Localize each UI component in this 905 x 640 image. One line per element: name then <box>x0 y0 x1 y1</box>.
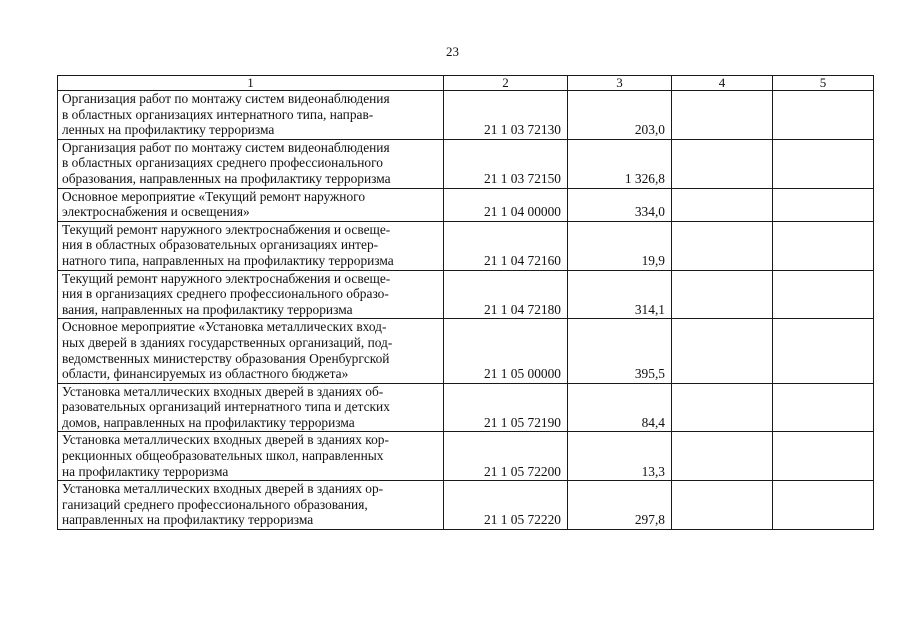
description-line: ведомственных министерству образования Оренбургской <box>62 350 390 366</box>
row-budget-code: 21 1 03 72150 <box>444 139 568 188</box>
row-amount: 334,0 <box>568 188 672 221</box>
description-line: на профилактику терроризма <box>62 463 229 479</box>
column-header-2: 2 <box>444 76 568 91</box>
description-line: ных дверей в зданиях государственных организаций, под- <box>62 334 393 350</box>
column-header-5: 5 <box>773 76 874 91</box>
description-line: Основное мероприятие «Установка металлических вход- <box>62 319 387 335</box>
row-column-4 <box>672 91 773 140</box>
row-column-4 <box>672 188 773 221</box>
row-column-5 <box>773 432 874 481</box>
row-column-4 <box>672 383 773 432</box>
row-description <box>58 188 444 221</box>
row-column-5 <box>773 91 874 140</box>
row-column-5 <box>773 319 874 383</box>
description-line: вания, направленных на профилактику терроризма <box>62 301 353 317</box>
row-description <box>58 319 444 383</box>
row-description <box>58 91 444 140</box>
table-row <box>58 319 874 383</box>
row-amount: 203,0 <box>568 91 672 140</box>
table-row <box>58 481 874 530</box>
description-line: ленных на профилактику терроризма <box>62 122 275 138</box>
description-line: Организация работ по монтажу систем видеонаблюдения <box>62 139 390 155</box>
description-line: направленных на профилактику терроризма <box>62 512 314 528</box>
description-line: рекционных общеобразовательных школ, направленных <box>62 448 384 464</box>
row-budget-code: 21 1 05 00000 <box>444 319 568 383</box>
row-amount: 395,5 <box>568 319 672 383</box>
description-line: области, финансируемых из областного бюджета» <box>62 366 349 382</box>
row-budget-code: 21 1 05 72190 <box>444 383 568 432</box>
row-description <box>58 383 444 432</box>
row-budget-code: 21 1 05 72200 <box>444 432 568 481</box>
row-amount: 84,4 <box>568 383 672 432</box>
description-line: Организация работ по монтажу систем видеонаблюдения <box>62 91 390 106</box>
row-column-4 <box>672 481 773 530</box>
row-amount: 1 326,8 <box>568 139 672 188</box>
row-column-5 <box>773 383 874 432</box>
row-description <box>58 432 444 481</box>
description-line: Основное мероприятие «Текущий ремонт наружного <box>62 188 366 204</box>
table-row <box>58 270 874 319</box>
description-line: ния в организациях среднего профессионального образо- <box>62 286 389 302</box>
row-column-5 <box>773 188 874 221</box>
description-line: натного типа, направленных на профилактику терроризма <box>62 252 394 268</box>
row-column-4 <box>672 270 773 319</box>
row-column-4 <box>672 432 773 481</box>
description-line: в областных организациях интернатного типа, направ- <box>62 106 374 122</box>
description-line: домов, направленных на профилактику терроризма <box>62 414 355 430</box>
column-header-1: 1 <box>58 76 444 91</box>
table-row <box>58 221 874 270</box>
description-line: электроснабжения и освещения» <box>62 204 250 220</box>
budget-table <box>57 75 874 530</box>
row-amount: 19,9 <box>568 221 672 270</box>
row-description <box>58 270 444 319</box>
description-line: ганизаций среднего профессионального образования, <box>62 496 368 512</box>
table-header-row <box>58 76 874 91</box>
row-column-4 <box>672 139 773 188</box>
row-description <box>58 481 444 530</box>
description-line: Текущий ремонт наружного электроснабжения и освеще- <box>62 221 391 237</box>
row-column-4 <box>672 221 773 270</box>
row-budget-code: 21 1 05 72220 <box>444 481 568 530</box>
table-row <box>58 91 874 140</box>
row-amount: 297,8 <box>568 481 672 530</box>
description-line: в областных организациях среднего профессионального <box>62 155 383 171</box>
row-budget-code: 21 1 04 00000 <box>444 188 568 221</box>
row-column-4 <box>672 319 773 383</box>
row-budget-code: 21 1 04 72160 <box>444 221 568 270</box>
description-line: Установка металлических входных дверей в зданиях ор- <box>62 481 384 497</box>
column-header-4: 4 <box>672 76 773 91</box>
row-column-5 <box>773 139 874 188</box>
row-description <box>58 221 444 270</box>
page-number: 23 <box>446 44 459 59</box>
table-row <box>58 383 874 432</box>
description-line: Установка металлических входных дверей в зданиях об- <box>62 383 384 399</box>
row-description <box>58 139 444 188</box>
row-column-5 <box>773 481 874 530</box>
description-line: разовательных организаций интернатного типа и детских <box>62 399 390 415</box>
description-line: Установка металлических входных дверей в зданиях кор- <box>62 432 389 448</box>
row-amount: 314,1 <box>568 270 672 319</box>
description-line: образования, направленных на профилактику терроризма <box>62 170 391 186</box>
table-row <box>58 188 874 221</box>
row-budget-code: 21 1 03 72130 <box>444 91 568 140</box>
row-column-5 <box>773 221 874 270</box>
description-line: ния в областных образовательных организациях интер- <box>62 237 379 253</box>
description-line: Текущий ремонт наружного электроснабжения и освеще- <box>62 270 391 286</box>
table-row <box>58 139 874 188</box>
row-amount: 13,3 <box>568 432 672 481</box>
column-header-3: 3 <box>568 76 672 91</box>
row-column-5 <box>773 270 874 319</box>
table-row <box>58 432 874 481</box>
row-budget-code: 21 1 04 72180 <box>444 270 568 319</box>
